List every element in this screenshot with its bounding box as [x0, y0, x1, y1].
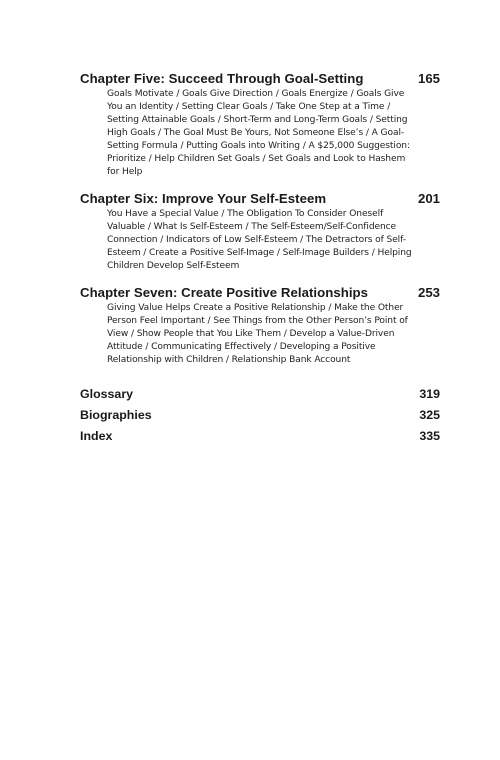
- page-number: 325: [419, 408, 440, 422]
- toc-entry-chapter-five: [80, 70, 440, 179]
- table-of-contents: [80, 70, 440, 449]
- toc-entry-glossary: [80, 386, 440, 403]
- page-number: 335: [419, 429, 440, 443]
- page-number: 201: [417, 191, 440, 206]
- page-number: 165: [417, 71, 440, 86]
- toc-entry-chapter-seven: [80, 284, 440, 367]
- chapter-title: Chapter Six: Improve Your Self-Esteem: [80, 191, 327, 206]
- toc-entry-header: [80, 284, 440, 301]
- toc-entry-index: [80, 428, 440, 445]
- section-title: Biographies: [80, 408, 152, 422]
- page-number: 319: [419, 387, 440, 401]
- toc-entry-biographies: [80, 407, 440, 424]
- chapter-title: Chapter Five: Succeed Through Goal-Setting: [80, 71, 364, 86]
- toc-entry-header: [80, 190, 440, 207]
- toc-entry-header: [80, 70, 440, 87]
- section-title: Glossary: [80, 387, 134, 401]
- page-number: 253: [417, 285, 440, 300]
- back-matter-list: [80, 386, 440, 445]
- chapter-topics: Giving Value Helps Create a Positive Relationship / Make the Other Person Feel Important / See Things from the Other Person’s Point of View / Show People that You Like Them / Develop a Value-Driven Attitude / Communicating Effectively / Developing a Positive Relationship with Children / Relationship Bank Account: [107, 303, 408, 365]
- toc-entry-chapter-six: [80, 190, 440, 273]
- chapter-topics: Goals Motivate / Goals Give Direction / Goals Energize / Goals Give You an Identity / Setting Clear Goals / Take One Step at a Time / Setting Attainable Goals / Short-Term and Long-Term Goals / Setting High Goals / The Goal Must Be Yours, Not Someone Else’s / A Goal-Setting Formula / Putting Goals into Writing / A $25,000 Suggestion: Prioritize / Help Children Set Goals / Set Goals and Look to Hashem for Help: [107, 89, 410, 177]
- chapter-title: Chapter Seven: Create Positive Relationships: [80, 285, 369, 300]
- chapter-topics: You Have a Special Value / The Obligation To Consider Oneself Valuable / What Is Self-Esteem / The Self-Esteem/Self-Confidence Connection / Indicators of Low Self-Esteem / The Detractors of Self-Esteem / Create a Positive Self-Image / Self-Image Builders / Helping Children Develop Self-Esteem: [107, 209, 412, 271]
- section-title: Index: [80, 429, 113, 443]
